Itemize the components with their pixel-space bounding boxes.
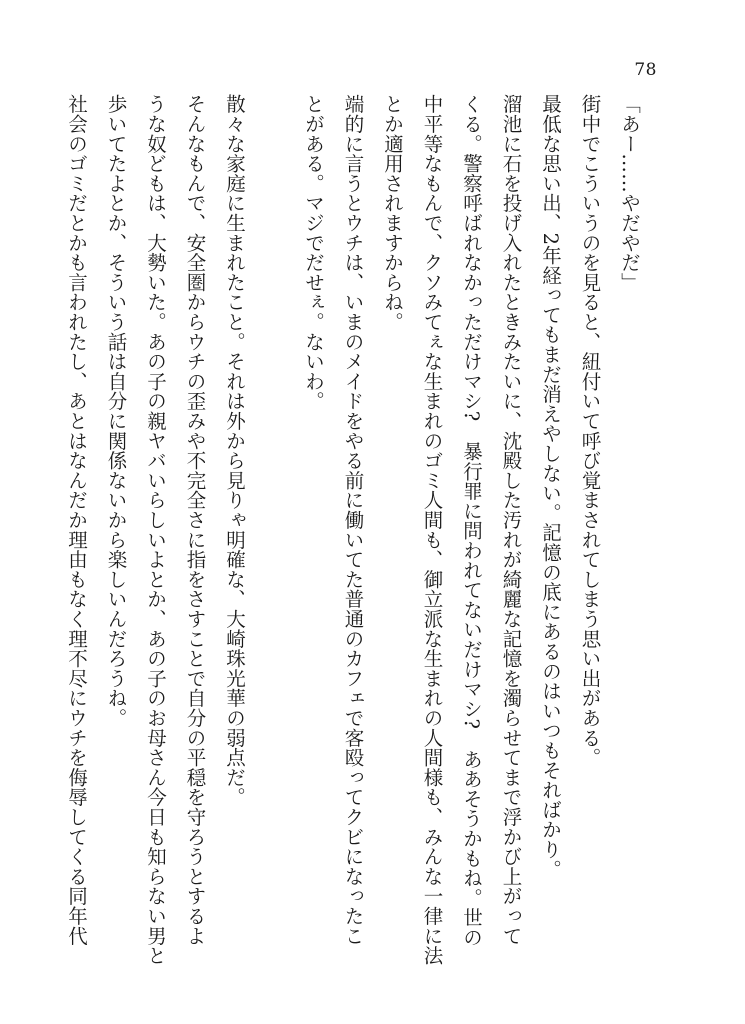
text-line: 最低な思い出、2年経ってもまだ消えやしない。記憶の底にあるのはいつもそればかり。: [539, 94, 562, 879]
text-line: 溜池に石を投げ入れたときみたいに、沈殿した汚れが綺麗な記憶を濁らせてまで浮かび上がって: [499, 94, 523, 946]
text-line: とか適用されますからね。: [381, 94, 404, 332]
vertical-text-block: [57, 94, 650, 966]
text-line: 歩いてたよとか、そういう話は自分に関係ないから楽しいんだろうね。: [104, 94, 128, 728]
text-line-dialogue: 「あー……やだやだ」: [618, 94, 641, 292]
text-line: 街中でこういうのを見ると、紐付いて呼び覚まされてしまう思い出がある。: [578, 94, 602, 768]
text-line: うな奴どもは、大勢いた。あの子の親ヤバいらしいよとか、あの子のお母さん今日も知らない男と: [144, 94, 167, 966]
text-line: 中平等なもんで、クソみてぇな生まれのゴミ人間も、御立派な生まれの人間様も、みんな一律に法: [420, 94, 444, 966]
text-line: とがある。マジでだせぇ。ないわ。: [302, 94, 325, 411]
blank-line: [254, 94, 294, 944]
text-line: そんなもんで、安全圏からウチの歪みや不完全さに指をさすことで自分の平穏を守ろうとするよ: [183, 94, 207, 946]
text-line: 社会のゴミだとかも言われたし、あとはなんだか理由もなく理不尽にウチを侮辱してくる同年代: [65, 94, 88, 946]
text-line: 端的に言うとウチは、いまのメイドをやる前に働いてた普通のカフェで客殴ってクビになったこ: [341, 94, 365, 946]
page-number: 78: [634, 60, 657, 80]
text-line: 散々な家庭に生まれたこと。それは外から見りゃ明確な、大崎珠光華の弱点だ。: [223, 94, 246, 807]
text-line: くる。警察呼ばれなかっただけマシ? 暴行罪に問われてないだけマシ? ああそうかもね。世の: [460, 94, 483, 948]
